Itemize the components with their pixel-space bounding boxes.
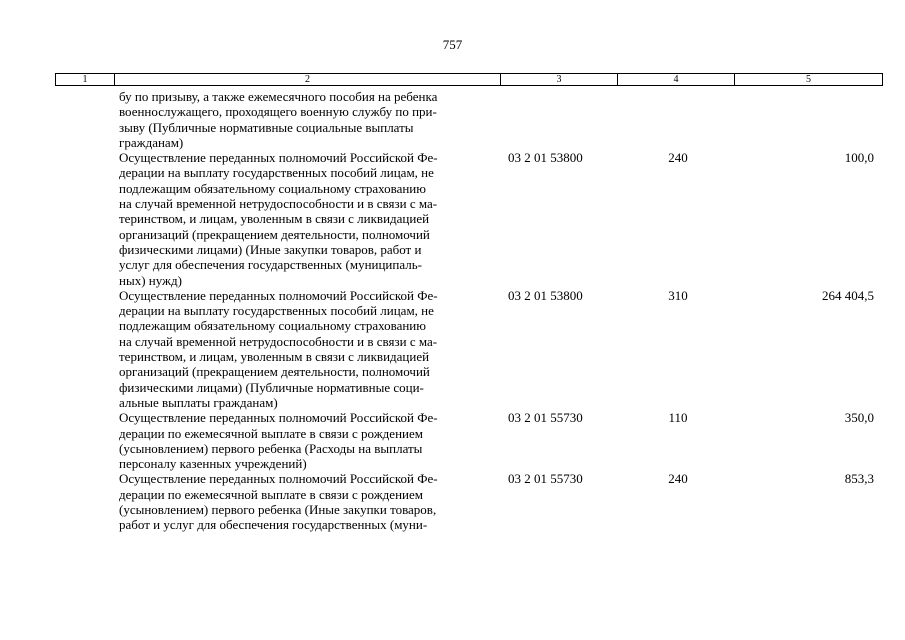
table-row (0, 89, 905, 150)
page-number: 757 (442, 37, 463, 52)
table-row (0, 471, 905, 532)
row-target-code: 03 2 01 53800 (508, 287, 583, 303)
table-row (0, 410, 905, 471)
row-target-code: 03 2 01 53800 (508, 150, 583, 166)
column-header-2: 2 (115, 74, 501, 86)
table-body (0, 89, 905, 533)
column-header-5: 5 (735, 74, 883, 86)
table-row (0, 288, 905, 410)
row-amount: 100,0 (844, 150, 874, 166)
row-target-code: 03 2 01 55730 (508, 410, 583, 426)
row-expense-type: 240 (668, 150, 688, 166)
column-header-4: 4 (618, 74, 735, 86)
column-header-1: 1 (56, 74, 115, 86)
column-header-3: 3 (501, 74, 618, 86)
row-expense-type: 240 (668, 471, 688, 487)
row-expense-type: 310 (668, 287, 688, 303)
row-expense-type: 110 (668, 410, 688, 426)
row-amount: 853,3 (844, 471, 874, 487)
table-row (0, 150, 905, 288)
row-amount: 350,0 (844, 410, 874, 426)
row-amount: 264 404,5 (822, 287, 874, 303)
row-description: Осуществление переданных полномочий Российской Фе- дерации на выплату государственных пособий лицам, не подлежащим обязательному социальному страхованию на случай временной нетрудоспособности и в связи с ма- теринством, и лицам, уволенным в связи с ликвидацией организаций (прекращением деятельности, полномочий физическими лицами) (Иные закупки товаров, работ и услуг для обеспечения государственных (муниципаль- ных) нужд) (119, 150, 438, 288)
row-target-code: 03 2 01 55730 (508, 471, 583, 487)
row-description: Осуществление переданных полномочий Российской Фе- дерации по ежемесячной выплате в связи с рождением (усыновлением) первого ребенка (Иные закупки товаров, работ и услуг для обеспечения государственных (муни- (119, 471, 438, 533)
row-description: бу по призыву, а также ежемесячного пособия на ребенка военнослужащего, проходящего военную службу по при- зыву (Публичные нормативные социальные выплаты гражданам) (119, 89, 438, 150)
column-header-row (55, 73, 883, 86)
row-description: Осуществление переданных полномочий Российской Фе- дерации по ежемесячной выплате в связи с рождением (усыновлением) первого ребенка (Расходы на выплаты персоналу казенных учреждений) (119, 410, 438, 472)
row-description: Осуществление переданных полномочий Российской Фе- дерации на выплату государственных пособий лицам, не подлежащим обязательному социальному страхованию на случай временной нетрудоспособности и в связи с ма- теринством, и лицам, уволенным в связи с ликвидацией организаций (прекращением деятельности, полномочий физическими лицами) (Публичные нормативные соци- альные выплаты гражданам) (119, 287, 438, 410)
